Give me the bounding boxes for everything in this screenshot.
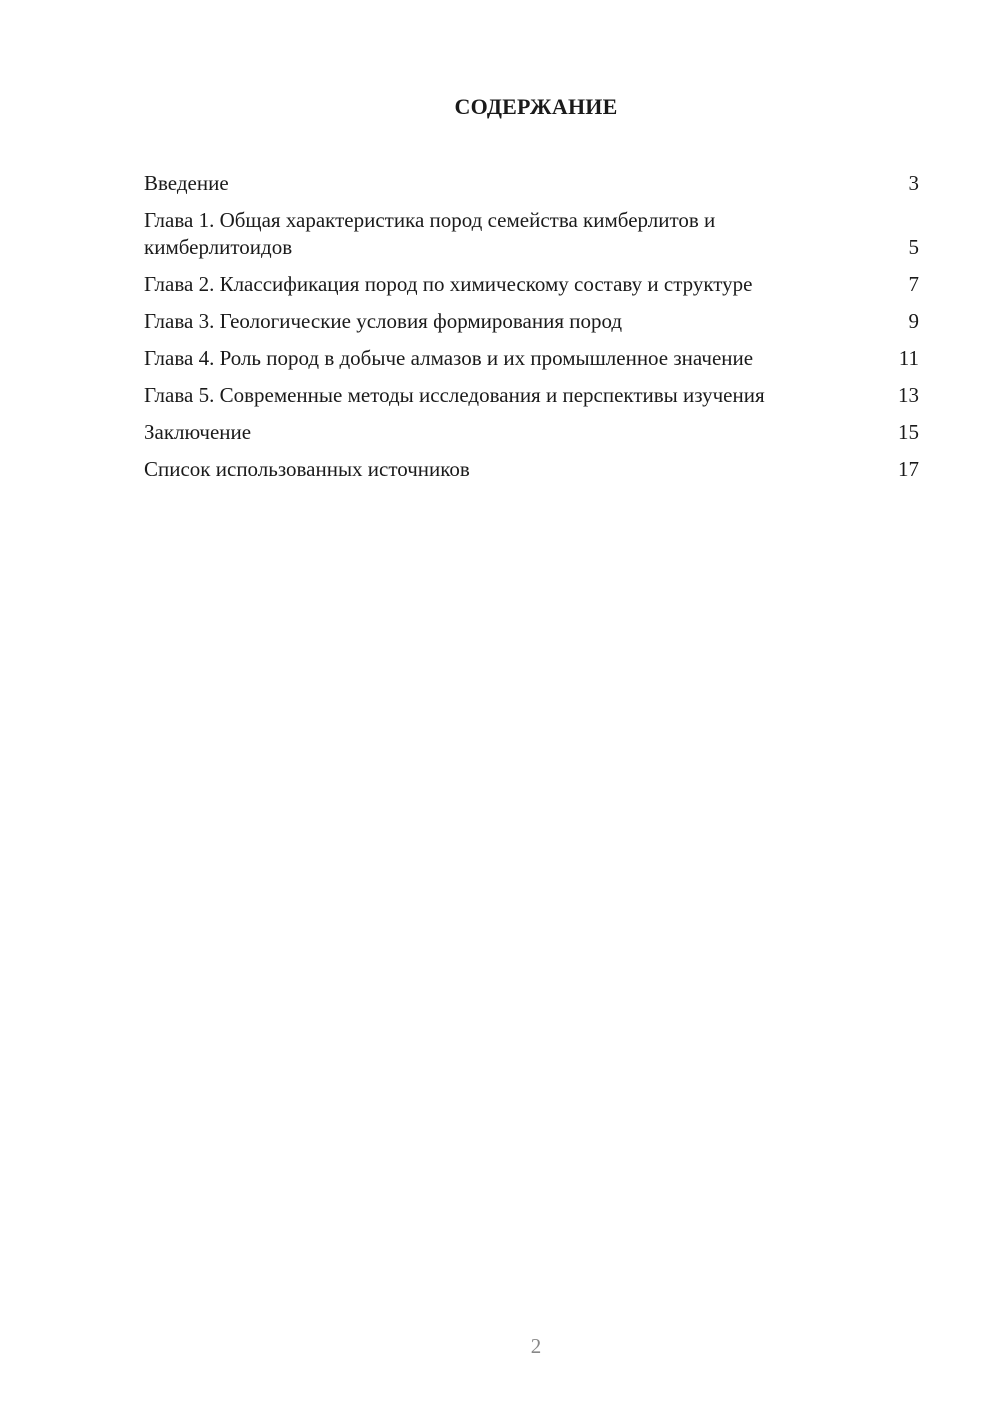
toc-entry-text: Заключение	[144, 420, 252, 444]
toc-entry-page: 3	[908, 171, 919, 195]
toc-entry-page: 17	[898, 457, 919, 481]
toc-entry-text: Глава 3. Геологические условия формирования пород	[144, 309, 623, 333]
toc-entry-chapter-2[interactable]	[144, 271, 919, 298]
toc-entry-page: 5	[908, 235, 919, 259]
toc-entry-chapter-4[interactable]	[144, 345, 919, 372]
toc-entry-text: Глава 4. Роль пород в добыче алмазов и их промышленное значение	[144, 346, 754, 370]
toc-entry-page: 7	[908, 272, 919, 296]
toc-entry-page: 9	[908, 309, 919, 333]
toc-entry-introduction[interactable]	[144, 170, 919, 197]
toc-entry-chapter-1[interactable]	[144, 207, 919, 261]
toc-list	[144, 170, 919, 493]
toc-entry-page: 11	[898, 346, 919, 370]
toc-entry-chapter-3[interactable]	[144, 308, 919, 335]
toc-entry-references[interactable]	[144, 456, 919, 483]
toc-entry-page: 13	[898, 383, 919, 407]
page-number: 2	[530, 1334, 542, 1358]
toc-entry-text: Глава 5. Современные методы исследования и перспективы изучения	[144, 383, 765, 407]
toc-entry-chapter-5[interactable]	[144, 382, 919, 409]
toc-entry-text: Список использованных источников	[144, 457, 470, 481]
toc-entry-text: Введение	[144, 171, 229, 195]
toc-entry-text: Глава 1. Общая характеристика пород семейства кимберлитов и кимберлитоидов	[144, 208, 716, 259]
toc-entry-page: 15	[898, 420, 919, 444]
toc-entry-text: Глава 2. Классификация пород по химическому составу и структуре	[144, 272, 753, 296]
toc-entry-conclusion[interactable]	[144, 419, 919, 446]
toc-title: СОДЕРЖАНИЕ	[454, 94, 618, 119]
